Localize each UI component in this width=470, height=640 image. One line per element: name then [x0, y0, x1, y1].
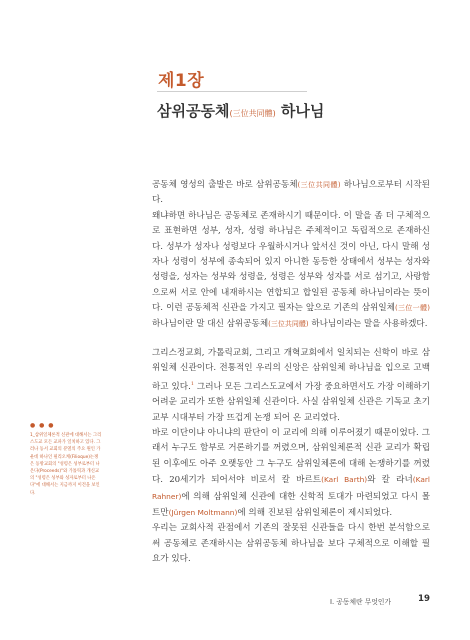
footnote-sidebar	[30, 422, 102, 497]
hanja-term: (三位共同體)	[268, 319, 309, 328]
title-divider	[157, 91, 307, 92]
paragraph-4	[152, 426, 430, 521]
page-number: 19	[418, 594, 430, 604]
hanja-term: (三位共同體)	[297, 181, 341, 189]
text-run: 하나님이라는 말을 사용하겠다.	[308, 318, 428, 329]
text-run: 바로 이단이냐 아니냐의 판단이 이 교리에 의해 이루어졌기 때문이었다. 그래서 누구도 함부로 거론하기를 꺼렸으며, 삼위일체론적 신관 교리가 확립된 이후에도 아주 오랫동안 그 누구도 삼위일체론에 대해 논쟁하기를 꺼렸다. 20세기가 되어서야 비로서 칼 바르트	[152, 427, 430, 486]
paragraph-5	[152, 521, 430, 567]
paragraph-3	[152, 346, 430, 426]
footnote-dots-icon: ● ● ●	[30, 422, 55, 429]
chapter-label: 제1장	[158, 71, 205, 91]
paragraph-gap	[152, 332, 430, 346]
text-run: 하나님으로부터 시작된다.	[152, 180, 430, 206]
chapter-title-text: 삼위공동체	[157, 102, 230, 120]
text-run: 우리는 교회사적 관점에서 기존의 잘못된 신관들을 다시 한번 분석함으로써 공동체로 존재하시는 삼위공동체 하나님을 보다 구체적으로 이해할 필요가 있다.	[152, 523, 430, 565]
hanja-term: (三位一體)	[394, 304, 430, 313]
footnote-text: 1_삼위일체론적 신관에 대해서는 그리스도교 모든 교파가 일치하고 있다. 그러나 동서 교회의 분열의 주요 원인 가운데 하나인 필리오케(Filioque)논쟁은 동방교회의 "성령은 성부로부터 나온다(Proceeds)"와 가톨릭과 개신교의 "성령은 성부와 성자로부터 나온다"에 대해서는 지금까지 이견을 보인다.	[30, 433, 102, 496]
paragraph-2	[152, 209, 430, 332]
text-run: 공동체 영성의 출발은 바로 삼위공동체	[152, 180, 298, 190]
body-text	[152, 178, 430, 568]
footnote-reference: 1	[190, 380, 195, 387]
paragraph-1	[152, 178, 430, 209]
text-run: 하나님이란 말 대신 삼위공동체	[152, 318, 269, 329]
running-footer: I. 공동체란 무엇인가	[330, 598, 392, 606]
text-run: 에 의해 삼위일체 신관에 대한 신학적 토대가 마련되었고 다시 몰트만	[152, 491, 430, 518]
text-run: 그리스정교회, 가톨릭교회, 그리고 개혁교회에서 일치되는 신학이 바로 삼위일체 신관이다. 전통적인 우리의 신앙은 삼위일체 하나님을 입으로 고백하고 있다.	[152, 348, 430, 392]
person-name: (Karl Rahner)	[152, 475, 430, 501]
chapter-title-hanja: (三位共同體)	[229, 109, 276, 118]
text-run: 에 의해 진보된 삼위일체론이 제시되었다.	[237, 507, 393, 518]
text-run: 왜냐하면 하나님은 공동체로 존재하시기 때문이다. 이 말을 좀 더 구체적으로 표현하면 성부, 성자, 성령 하나님은 주체적이고 독립적으로 존재하신다. 성부가 성자나 성령보다 우월하시거나 앞서신 것이 아닌, 다시 말해 성자나 성령이 성부에 종속되어 있지 아니한 동등한 상태에서 성부는 성자와 성령을, 성자는 성부와 성령을, 성령은 성부와 성자를 서로 섬기고, 사랑함으로써 서로 안에 내재하시는 연합되고 합일된 공동체 하나님이라는 뜻이다. 이런 공동체적 신관을 가지고 필자는 앞으로 기존의 삼위일체	[152, 210, 430, 314]
person-name: (Jürgen Moltmann)	[168, 507, 238, 517]
person-name: (Karl Barth)	[321, 475, 368, 485]
text-run: 그러나 모든 그리스도교에서 가장 중요하면서도 가장 이해하기 어려운 교리가 또한 삼위일체 신관이다. 사실 삼위일체 신관은 기독교 초기 교부 시대부터 가장 뜨겁게 논쟁 되어 온 교리였다.	[152, 381, 431, 423]
chapter-title	[157, 100, 324, 121]
text-run: 와 칼 라너	[367, 475, 413, 486]
chapter-title-suffix: 하나님	[275, 102, 325, 120]
